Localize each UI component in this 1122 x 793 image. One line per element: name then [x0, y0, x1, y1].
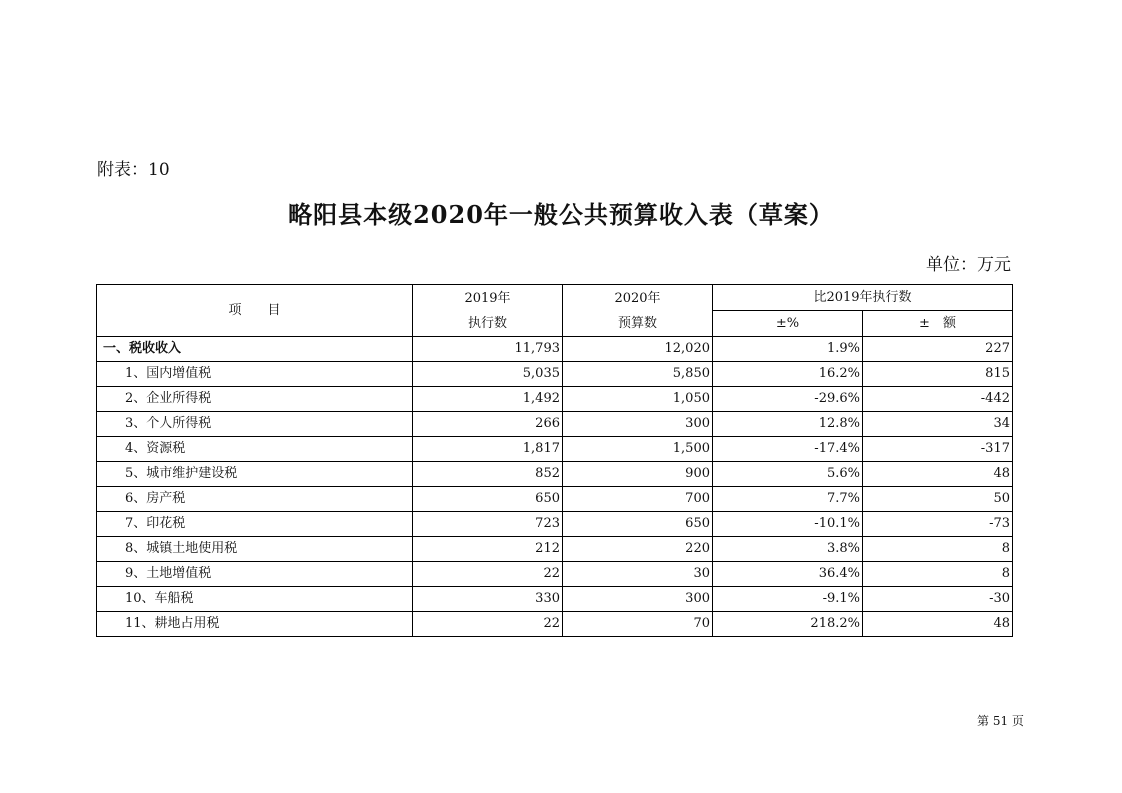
- row-pct-change: 7.7%: [713, 487, 863, 512]
- unit-label: 单位：万元: [926, 255, 1011, 275]
- header-2020-line1: 2020年: [614, 290, 661, 306]
- row-name: 1、国内增值税: [97, 362, 413, 387]
- table-row: [97, 437, 1013, 462]
- row-name: 一、税收收入: [97, 337, 413, 362]
- table-row: [97, 612, 1013, 637]
- table-row: [97, 512, 1013, 537]
- table-row: [97, 337, 1013, 362]
- budget-table: [96, 284, 1013, 637]
- row-amount-change: 48: [863, 612, 1013, 637]
- row-pct-change: 1.9%: [713, 337, 863, 362]
- row-2020-value: 700: [563, 487, 713, 512]
- row-2020-value: 70: [563, 612, 713, 637]
- row-name: 6、房产税: [97, 487, 413, 512]
- row-amount-change: 8: [863, 537, 1013, 562]
- row-2020-value: 30: [563, 562, 713, 587]
- row-2020-value: 12,020: [563, 337, 713, 362]
- header-compare: 比2019年执行数: [713, 285, 1013, 311]
- row-2019-value: 266: [413, 412, 563, 437]
- row-name: 8、城镇土地使用税: [97, 537, 413, 562]
- header-2020: [563, 285, 713, 337]
- row-2019-value: 11,793: [413, 337, 563, 362]
- header-2019-line1: 2019年: [464, 290, 511, 306]
- row-amount-change: 48: [863, 462, 1013, 487]
- row-2019-value: 650: [413, 487, 563, 512]
- row-pct-change: 36.4%: [713, 562, 863, 587]
- attachment-label: 附表：10: [97, 160, 170, 180]
- row-amount-change: -442: [863, 387, 1013, 412]
- header-2019-line2: 执行数: [467, 315, 507, 331]
- row-amount-change: 815: [863, 362, 1013, 387]
- row-name: 4、资源税: [97, 437, 413, 462]
- row-amount-change: 8: [863, 562, 1013, 587]
- row-2020-value: 300: [563, 412, 713, 437]
- row-2020-value: 1,050: [563, 387, 713, 412]
- row-amount-change: 227: [863, 337, 1013, 362]
- row-amount-change: 34: [863, 412, 1013, 437]
- row-pct-change: 12.8%: [713, 412, 863, 437]
- row-amount-change: -73: [863, 512, 1013, 537]
- row-amount-change: 50: [863, 487, 1013, 512]
- page-title: 略阳县本级2020年一般公共预算收入表（草案）: [288, 200, 834, 229]
- table-row: [97, 587, 1013, 612]
- row-2019-value: 330: [413, 587, 563, 612]
- row-name: 9、土地增值税: [97, 562, 413, 587]
- table-row: [97, 562, 1013, 587]
- row-pct-change: -29.6%: [713, 387, 863, 412]
- row-2019-value: 723: [413, 512, 563, 537]
- row-2019-value: 22: [413, 562, 563, 587]
- table-row: [97, 462, 1013, 487]
- table-row: [97, 537, 1013, 562]
- table-row: [97, 387, 1013, 412]
- header-2019: [413, 285, 563, 337]
- header-2020-line2: 预算数: [617, 315, 657, 331]
- row-2020-value: 650: [563, 512, 713, 537]
- row-2019-value: 1,817: [413, 437, 563, 462]
- row-2019-value: 852: [413, 462, 563, 487]
- row-pct-change: 5.6%: [713, 462, 863, 487]
- row-name: 7、印花税: [97, 512, 413, 537]
- row-2019-value: 212: [413, 537, 563, 562]
- header-pct: ±%: [713, 311, 863, 337]
- row-name: 3、个人所得税: [97, 412, 413, 437]
- row-pct-change: -17.4%: [713, 437, 863, 462]
- row-2019-value: 22: [413, 612, 563, 637]
- row-pct-change: 3.8%: [713, 537, 863, 562]
- row-2019-value: 1,492: [413, 387, 563, 412]
- row-2020-value: 900: [563, 462, 713, 487]
- row-amount-change: -30: [863, 587, 1013, 612]
- row-name: 5、城市维护建设税: [97, 462, 413, 487]
- table-header-row: [97, 285, 1013, 311]
- page-number: 第 51 页: [977, 714, 1024, 728]
- table-row: [97, 362, 1013, 387]
- row-pct-change: -10.1%: [713, 512, 863, 537]
- row-2020-value: 220: [563, 537, 713, 562]
- row-name: 11、耕地占用税: [97, 612, 413, 637]
- row-2020-value: 1,500: [563, 437, 713, 462]
- row-pct-change: 16.2%: [713, 362, 863, 387]
- row-name: 10、车船税: [97, 587, 413, 612]
- row-name: 2、企业所得税: [97, 387, 413, 412]
- table-row: [97, 412, 1013, 437]
- table-row: [97, 487, 1013, 512]
- row-amount-change: -317: [863, 437, 1013, 462]
- row-pct-change: -9.1%: [713, 587, 863, 612]
- header-amount: ± 额: [863, 311, 1013, 337]
- row-2020-value: 300: [563, 587, 713, 612]
- row-pct-change: 218.2%: [713, 612, 863, 637]
- row-2020-value: 5,850: [563, 362, 713, 387]
- row-2019-value: 5,035: [413, 362, 563, 387]
- header-item: 项 目: [97, 285, 413, 337]
